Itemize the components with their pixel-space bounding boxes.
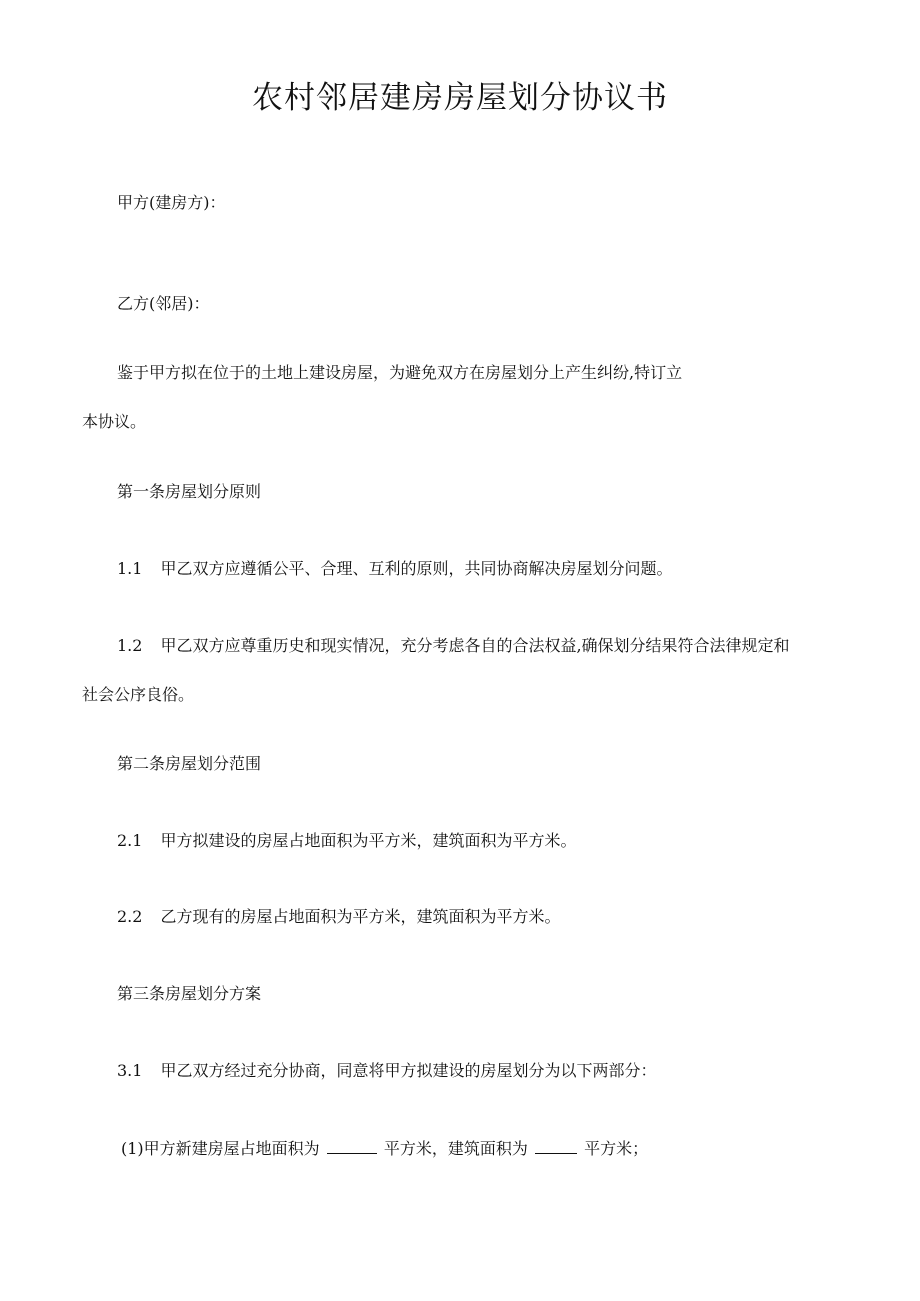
clause-text: 乙方现有的房屋占地面积为平方米，建筑面积为平方米。 [160,907,561,926]
article-2-heading: 第二条房屋划分范围 [117,754,262,773]
clause-text: 甲方拟建设的房屋占地面积为平方米，建筑面积为平方米。 [160,831,577,850]
clause-3-1 [117,1060,656,1082]
clause-text: 甲乙双方应遵循公平、合理、互利的原则，共同协商解决房屋划分问题。 [160,559,673,578]
building-area-blank[interactable] [535,1137,577,1154]
preamble-line-1: 鉴于甲方拟在位于的土地上建设房屋，为避免双方在房屋划分上产生纠纷,特订立 [117,363,683,382]
party-a-label: 甲方(建房方)： [117,193,226,212]
clause-text: 甲乙双方经过充分协商，同意将甲方拟建设的房屋划分为以下两部分： [160,1061,657,1080]
item-1 [121,1137,648,1160]
clause-number: 2.2 [117,907,143,926]
party-b-label: 乙方(邻居)： [117,294,210,313]
preamble-line-2: 本协议。 [82,412,147,431]
clause-1-1 [117,558,672,580]
land-area-blank[interactable] [327,1137,377,1154]
clause-text: 甲乙双方应尊重历史和现实情况，充分考虑各自的合法权益,确保划分结果符合法律规定和 [160,636,790,655]
clause-number: 1.1 [117,559,143,578]
clause-number: 2.1 [117,831,143,850]
clause-number: 1.2 [117,636,143,655]
item-1-text-part-1: (1)甲方新建房屋占地面积为 [121,1139,320,1158]
document-title: 农村邻居建房房屋划分协议书 [252,80,668,116]
clause-1-2 [117,635,790,657]
article-1-heading: 第一条房屋划分原则 [117,482,262,501]
clause-2-1 [117,830,576,852]
clause-number: 3.1 [117,1061,143,1080]
item-1-text-part-2: 平方米，建筑面积为 [383,1139,528,1158]
clause-1-2-continued: 社会公序良俗。 [82,685,195,704]
clause-2-2 [117,906,560,928]
article-3-heading: 第三条房屋划分方案 [117,984,262,1003]
item-1-text-part-3: 平方米； [584,1139,649,1158]
